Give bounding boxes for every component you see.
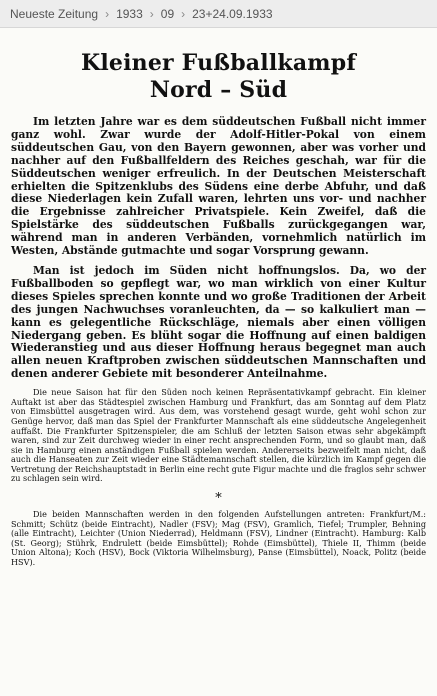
article-paragraph-1: Im letzten Jahre war es dem süddeutschen Fußball nicht immer ganz wohl. Zwar wurde der Adolf-Hitler-Pokal von einem süddeutschen Gau, von den Bayern gewonnen, aber was vorher und nachher auf den Fußballfeldern des Reiches geschah, war für die Süddeutschen weniger erfreulich. In der Deutschen Meisterschaft erhielten die Spitzenklubs des Südens eine derbe Abfuhr, und daß diese Niederlagen kein Zufall waren, lehrten uns vor- und nachher die Ergebnisse zahlreicher Privatspiele. Kein Zweifel, daß die Spielstärke des süddeutschen Fußballs zurückgegangen war, während man in anderen Verbänden, vornehmlich natürlich im Westen, Abstände gutmachte und sogar Vorsprung gewann. — [11, 115, 426, 258]
breadcrumb-item-newspaper[interactable]: Neueste Zeitung — [10, 6, 99, 21]
section-divider-star: * — [215, 491, 222, 507]
article-headline — [10, 50, 427, 104]
newspaper-page — [0, 28, 437, 696]
breadcrumb-separator: › — [105, 6, 110, 21]
headline-line-2: Nord – Süd — [149, 77, 288, 103]
breadcrumb-separator: › — [149, 6, 154, 21]
breadcrumb-item-year[interactable]: 1933 — [116, 6, 143, 21]
breadcrumb — [0, 0, 437, 28]
breadcrumb-item-date[interactable]: 23+24.09.1933 — [192, 6, 273, 21]
article-body — [0, 110, 437, 568]
headline-line-1: Kleiner Fußballkampf — [81, 50, 356, 76]
breadcrumb-separator: › — [181, 6, 186, 21]
article-paragraph-lineups: Die beiden Mannschaften werden in den folgenden Aufstellungen antreten: Frankfurt/M.: Schmitt; Schütz (beide Eintracht), Nadler (FSV); Mag (FSV), Gramlich, Tiefel; Trumpler, Behning (alle Eintracht), Leichter (Union Niederrad), Heldmann (FSV), Lindner (Eintracht). Hamburg: Kalb (St. Georg); Stührk, Endrulett (beide Eimsbüttel); Rohde (Eimsbüttel), Thiele II, Thimm (beide Union Altona); Koch (HSV), Bock (Viktoria Wilhelmsburg), Panse (Eimsbüttel), Noack, Politz (beide HSV). — [11, 509, 426, 568]
article-paragraph-2: Man ist jedoch im Süden nicht hoffnungslos. Da, wo der Fußballboden so gepflegt war, wo man wirklich von einer Kultur dieses Spieles sprechen konnte und wo große Traditionen der Arbeit des jungen Nachwuchses voranleuchten, da — so kalkuliert man — kann es gelegentliche Rückschläge, niemals aber einen völligen Niedergang geben. Es blüht sogar die Hoffnung auf einen baldigen Wiederanstieg und aus dieser Hoffnung heraus begegnet man auch allen neuen Kraftproben zwischen süddeutschen Mannschaften und denen anderer Gebiete mit besonderer Anteilnahme. — [11, 263, 426, 381]
breadcrumb-item-month[interactable]: 09 — [160, 6, 175, 21]
article-paragraph-3: Die neue Saison hat für den Süden noch keinen Repräsentativkampf gebracht. Ein kleiner Auftakt ist aber das Städtespiel zwischen Hamburg und Frankfurt, das am Sonntag auf dem Platz von Eimsbüttel ausgetragen wird. Aus dem, was vorstehend gesagt wurde, geht wohl schon zur Genüge hervor, daß man das Spiel der Frankfurter Mannschaft als eine süddeutsche Angelegenheit auffaßt. Die Frankfurter Spitzenspieler, die am Schluß der letzten Saison etwas sehr abgekämpft waren, sind zur Zeit durchweg wieder in einer recht ansprechenden Form, und so glaubt man, daß sie in Hamburg einen anständigen Fußball spielen werden. Andererseits bezweifelt man nicht, daß auch die Hanseaten zur Zeit wieder eine Städtemannschaft stellen, die kürzlich im Kampf gegen die Vertretung der Reichshauptstadt in Berlin eine recht gute Figur machte und die fraglos sehr schwer zu schlagen sein wird. — [11, 387, 426, 484]
